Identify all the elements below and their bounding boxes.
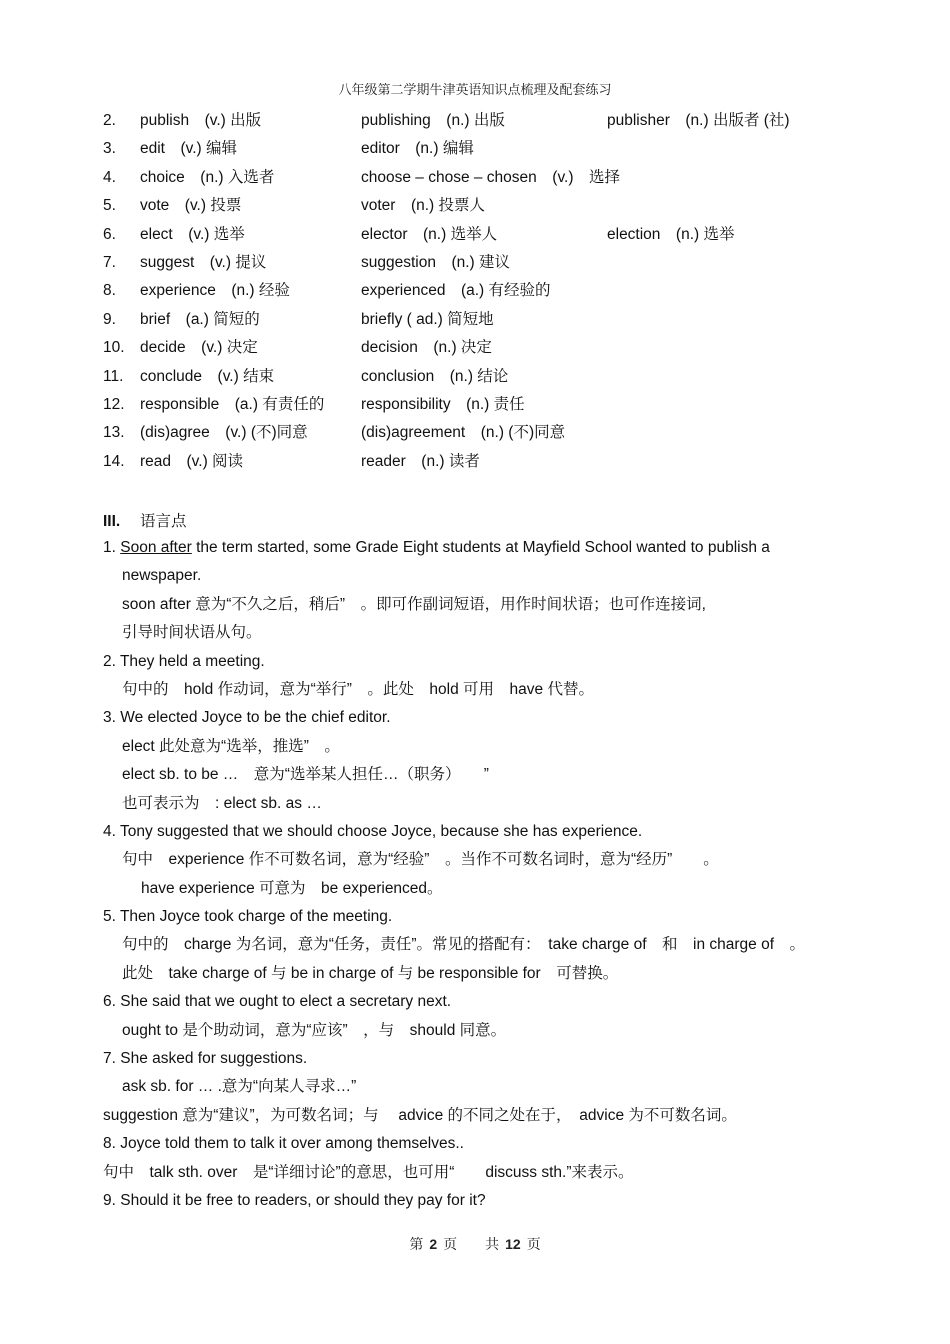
- vocab-derivative: suggestion (n.) 建议: [361, 253, 511, 271]
- vocab-number: 2.: [103, 112, 116, 129]
- note-text: 句中 experience 作不可数名词，意为“经验” 。当作不可数名词时，意为“经历” 。: [122, 851, 719, 869]
- vocab-word: decide (v.) 决定: [140, 339, 258, 357]
- vocab-word: edit (v.) 编辑: [140, 140, 238, 158]
- vocab-number: 12.: [103, 395, 125, 413]
- vocab-word: choice (n.) 入选者: [140, 168, 275, 186]
- vocab-row: [103, 280, 863, 308]
- vocab-word: elect (v.) 选举: [140, 225, 245, 243]
- vocab-number: 10.: [103, 339, 125, 357]
- vocab-derivative: elector (n.) 选举人: [361, 225, 498, 243]
- note-text: soon after 意为“不久之后，稍后” 。即可作副词短语，用作时间状语；也可作连接词,: [122, 595, 706, 613]
- vocab-number: 11.: [103, 367, 124, 385]
- language-points: [103, 537, 863, 1218]
- footer-prefix: 第: [409, 1237, 424, 1253]
- vocab-word: (dis)agree (v.) (不)同意: [140, 424, 308, 442]
- sentence-2: 2. They held a meeting.: [103, 652, 265, 670]
- vocab-row: [103, 252, 863, 280]
- vocab-row: [103, 422, 863, 450]
- underlined-phrase: Soon after: [120, 539, 192, 556]
- note-text: 引导时间状语从句。: [122, 624, 262, 642]
- sentence-9: 9. Should it be free to readers, or should they pay for it?: [103, 1191, 486, 1209]
- section-number: III.: [103, 513, 121, 530]
- vocab-number: 6.: [103, 225, 116, 243]
- sentence-3: 3. We elected Joyce to be the chief editor.: [103, 709, 391, 727]
- vocab-derivative: conclusion (n.) 结论: [361, 367, 509, 385]
- note-text: ought to 是个助动词，意为“应该” ，与 should 同意。: [122, 1021, 507, 1039]
- sentence-7: 7. She asked for suggestions.: [103, 1050, 308, 1068]
- vocab-row: [103, 195, 863, 223]
- page-footer: [0, 1234, 950, 1254]
- sentence-5: 5. Then Joyce took charge of the meeting.: [103, 908, 393, 926]
- vocab-derivative: responsibility (n.) 责任: [361, 395, 525, 413]
- vocab-row: [103, 337, 863, 365]
- sentence-6: 6. She said that we ought to elect a secretary next.: [103, 993, 452, 1011]
- vocab-word: experience (n.) 经验: [140, 282, 290, 300]
- vocab-number: 3.: [103, 140, 116, 158]
- vocab-number: 14.: [103, 452, 125, 470]
- vocab-number: 4.: [103, 168, 116, 186]
- sentence-1: [103, 537, 863, 565]
- note-text: 此处 take charge of 与 be in charge of 与 be responsible for 可替换。: [122, 964, 619, 982]
- note-text: elect sb. to be … 意为“选举某人担任…（职务） ”: [122, 766, 489, 784]
- vocab-derivative: publishing (n.) 出版: [361, 112, 505, 129]
- vocab-number: 8.: [103, 282, 116, 300]
- vocab-derivative: briefly ( ad.) 简短地: [361, 310, 494, 328]
- vocab-number: 9.: [103, 310, 116, 328]
- vocab-derivative: choose – chose – chosen (v.) 选择: [361, 168, 621, 186]
- section-title: 语言点: [140, 513, 187, 530]
- vocab-number: 5.: [103, 197, 116, 215]
- vocab-word: publish (v.) 出版: [140, 112, 262, 129]
- page-total: 12: [505, 1236, 521, 1252]
- section-heading: [103, 509, 187, 531]
- vocab-derivative: experienced (a.) 有经验的: [361, 282, 551, 300]
- page-number: 2: [429, 1236, 438, 1252]
- sentence-4: 4. Tony suggested that we should choose Joyce, because she has experience.: [103, 822, 643, 840]
- vocab-row: [103, 309, 863, 337]
- vocab-derivative: (dis)agreement (n.) (不)同意: [361, 424, 566, 442]
- note-text: elect 此处意为“选举，推选” 。: [122, 737, 340, 755]
- vocab-derivative: reader (n.) 读者: [361, 452, 480, 470]
- vocab-derivative: voter (n.) 投票人: [361, 197, 486, 215]
- note-text: suggestion 意为“建议”，为可数名词；与 advice 的不同之处在于， advice 为不可数名词。: [103, 1106, 737, 1124]
- vocab-row: [103, 167, 863, 195]
- page-header: 八年级第二学期牛津英语知识点梳理及配套练习: [338, 83, 612, 98]
- note-text: 句中的 charge 为名词，意为“任务，责任”。常见的搭配有： take charge of 和 in charge of 。: [122, 936, 806, 954]
- sentence-text: the term started, some Grade Eight students at Mayfield School wanted to publish a: [191, 539, 770, 556]
- vocab-list: [103, 110, 863, 479]
- vocab-derivative: decision (n.) 决定: [361, 339, 492, 357]
- vocab-derivative: editor (n.) 编辑: [361, 140, 474, 158]
- vocab-row: [103, 394, 863, 422]
- footer-suffix: 页: [526, 1237, 541, 1253]
- vocab-row: [103, 110, 863, 138]
- vocab-word: vote (v.) 投票: [140, 197, 242, 215]
- vocab-row: [103, 224, 863, 252]
- vocab-word: conclude (v.) 结束: [140, 367, 275, 385]
- vocab-word: suggest (v.) 提议: [140, 253, 267, 271]
- vocab-row: [103, 366, 863, 394]
- vocab-word: read (v.) 阅读: [140, 452, 244, 470]
- vocab-word: responsible (a.) 有责任的: [140, 395, 325, 413]
- note-text: have experience 可意为 be experienced。: [141, 879, 443, 897]
- vocab-derivative-2: election (n.) 选举: [607, 225, 735, 243]
- footer-middle: 页 共: [443, 1237, 500, 1253]
- note-text: ask sb. for … .意为“向某人寻求…”: [122, 1078, 357, 1096]
- note-text: 句中 talk sth. over 是“详细讨论”的意思，也可用“ discuss sth.”来表示。: [103, 1163, 634, 1181]
- note-text: 句中的 hold 作动词，意为“举行” 。此处 hold 可用 have 代替。: [122, 680, 594, 698]
- vocab-row: [103, 451, 863, 479]
- sentence-1-continued: newspaper.: [122, 567, 202, 585]
- vocab-row: [103, 138, 863, 166]
- sentence-number: 1.: [103, 539, 121, 556]
- note-text: 也可表示为 : elect sb. as …: [122, 794, 322, 812]
- vocab-derivative-2: publisher (n.) 出版者 (社): [607, 112, 790, 129]
- vocab-word: brief (a.) 简短的: [140, 310, 260, 328]
- vocab-number: 13.: [103, 424, 125, 442]
- sentence-8: 8. Joyce told them to talk it over among themselves..: [103, 1135, 464, 1153]
- vocab-number: 7.: [103, 253, 116, 271]
